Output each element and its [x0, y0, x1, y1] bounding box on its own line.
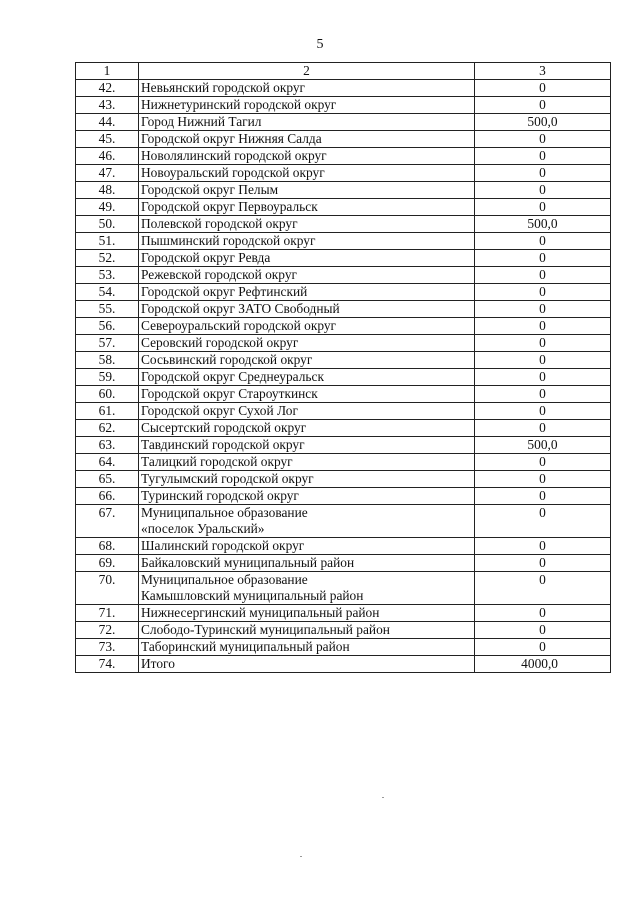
table-row [76, 639, 611, 656]
row-number: 71. [76, 605, 139, 622]
amount-value: 0 [475, 369, 611, 386]
amount-value: 0 [475, 267, 611, 284]
municipality-name: Байкаловский муниципальный район [139, 555, 475, 572]
table-row [76, 318, 611, 335]
row-number: 57. [76, 335, 139, 352]
amount-value: 0 [475, 250, 611, 267]
row-number: 60. [76, 386, 139, 403]
municipality-name: Городской округ Староуткинск [139, 386, 475, 403]
table-row [76, 437, 611, 454]
municipality-name-line1: Муниципальное образование [141, 572, 308, 587]
amount-value: 0 [475, 97, 611, 114]
amount-value: 0 [475, 454, 611, 471]
amount-value: 0 [475, 639, 611, 656]
amount-value: 0 [475, 335, 611, 352]
municipality-name: Тавдинский городской округ [139, 437, 475, 454]
row-number: 49. [76, 199, 139, 216]
row-number: 63. [76, 437, 139, 454]
municipality-name-line2: Камышловский муниципальный район [141, 588, 364, 603]
municipality-name: Городской округ Пелым [139, 182, 475, 199]
table-row [76, 505, 611, 538]
row-number: 44. [76, 114, 139, 131]
table-row [76, 454, 611, 471]
row-number: 52. [76, 250, 139, 267]
amount-value: 0 [475, 572, 611, 605]
table-row [76, 284, 611, 301]
municipality-name: Городской округ Среднеуральск [139, 369, 475, 386]
amount-value: 0 [475, 182, 611, 199]
table-row [76, 369, 611, 386]
table-row [76, 165, 611, 182]
table-row [76, 555, 611, 572]
row-number: 62. [76, 420, 139, 437]
amount-value: 0 [475, 318, 611, 335]
table-row [76, 148, 611, 165]
municipality-name: Городской округ ЗАТО Свободный [139, 301, 475, 318]
row-number: 42. [76, 80, 139, 97]
municipality-name: Итого [139, 656, 475, 673]
municipality-name: Городской округ Нижняя Салда [139, 131, 475, 148]
row-number: 74. [76, 656, 139, 673]
row-number: 45. [76, 131, 139, 148]
municipality-name: Североуральский городской округ [139, 318, 475, 335]
table-row [76, 233, 611, 250]
municipality-name: Тугулымский городской округ [139, 471, 475, 488]
municipality-name: Режевской городской округ [139, 267, 475, 284]
row-number: 72. [76, 622, 139, 639]
municipality-name-line1: Муниципальное образование [141, 505, 308, 520]
municipality-name: Новолялинский городской округ [139, 148, 475, 165]
amount-value: 0 [475, 471, 611, 488]
municipality-name: Невьянский городской округ [139, 80, 475, 97]
amount-value: 0 [475, 199, 611, 216]
row-number: 55. [76, 301, 139, 318]
amount-value: 0 [475, 165, 611, 182]
column-header-2: 2 [139, 63, 475, 80]
row-number: 56. [76, 318, 139, 335]
municipality-name: Городской округ Ревда [139, 250, 475, 267]
amount-value: 0 [475, 622, 611, 639]
table-row [76, 182, 611, 199]
row-number: 46. [76, 148, 139, 165]
table-row [76, 538, 611, 555]
table-row [76, 572, 611, 605]
amount-value: 0 [475, 420, 611, 437]
municipality-name: Нижнетуринский городской округ [139, 97, 475, 114]
table-row [76, 216, 611, 233]
table-row [76, 250, 611, 267]
amount-value: 0 [475, 555, 611, 572]
row-number: 50. [76, 216, 139, 233]
row-number: 48. [76, 182, 139, 199]
amount-value: 0 [475, 538, 611, 555]
municipality-name: Городской округ Рефтинский [139, 284, 475, 301]
municipality-name: Слободо-Туринский муниципальный район [139, 622, 475, 639]
amount-value: 0 [475, 148, 611, 165]
row-number: 59. [76, 369, 139, 386]
allocation-table [75, 62, 611, 673]
row-number: 64. [76, 454, 139, 471]
table-row [76, 386, 611, 403]
row-number: 65. [76, 471, 139, 488]
table-row [76, 199, 611, 216]
municipality-name: Пышминский городской округ [139, 233, 475, 250]
row-number: 54. [76, 284, 139, 301]
amount-value: 0 [475, 505, 611, 538]
municipality-name: Сосьвинский городской округ [139, 352, 475, 369]
municipality-name: Город Нижний Тагил [139, 114, 475, 131]
municipality-name: Городской округ Сухой Лог [139, 403, 475, 420]
municipality-name [139, 572, 475, 605]
municipality-name: Сысертский городской округ [139, 420, 475, 437]
municipality-name: Новоуральский городской округ [139, 165, 475, 182]
municipality-name: Серовский городской округ [139, 335, 475, 352]
table-row [76, 622, 611, 639]
table-row [76, 420, 611, 437]
row-number: 47. [76, 165, 139, 182]
amount-value: 0 [475, 605, 611, 622]
page-number: 5 [316, 37, 324, 52]
amount-value: 0 [475, 233, 611, 250]
amount-value: 0 [475, 488, 611, 505]
table-row [76, 114, 611, 131]
table-row [76, 403, 611, 420]
amount-value: 0 [475, 131, 611, 148]
row-number: 68. [76, 538, 139, 555]
column-header-3: 3 [475, 63, 611, 80]
municipality-name: Таборинский муниципальный район [139, 639, 475, 656]
municipality-name: Туринский городской округ [139, 488, 475, 505]
scan-speck [382, 797, 384, 798]
amount-value: 500,0 [475, 114, 611, 131]
municipality-name-line2: «поселок Уральский» [141, 521, 265, 536]
column-header-1: 1 [76, 63, 139, 80]
table-row [76, 488, 611, 505]
scan-speck [300, 856, 302, 857]
municipality-name: Городской округ Первоуральск [139, 199, 475, 216]
table-row [76, 335, 611, 352]
amount-value: 0 [475, 386, 611, 403]
table-row [76, 605, 611, 622]
amount-value: 4000,0 [475, 656, 611, 673]
table-row [76, 131, 611, 148]
municipality-name: Шалинский городской округ [139, 538, 475, 555]
amount-value: 0 [475, 80, 611, 97]
table-row [76, 80, 611, 97]
municipality-name [139, 505, 475, 538]
row-number: 70. [76, 572, 139, 605]
row-number: 67. [76, 505, 139, 538]
amount-value: 0 [475, 284, 611, 301]
amount-value: 0 [475, 403, 611, 420]
table-row [76, 352, 611, 369]
table-body [76, 63, 611, 673]
table-header-row [76, 63, 611, 80]
municipality-name: Талицкий городской округ [139, 454, 475, 471]
municipality-name: Полевской городской округ [139, 216, 475, 233]
table-row [76, 97, 611, 114]
row-number: 69. [76, 555, 139, 572]
row-number: 58. [76, 352, 139, 369]
table-row-total [76, 656, 611, 673]
amount-value: 0 [475, 301, 611, 318]
amount-value: 500,0 [475, 437, 611, 454]
row-number: 53. [76, 267, 139, 284]
row-number: 73. [76, 639, 139, 656]
row-number: 61. [76, 403, 139, 420]
amount-value: 500,0 [475, 216, 611, 233]
row-number: 51. [76, 233, 139, 250]
row-number: 43. [76, 97, 139, 114]
table-row [76, 301, 611, 318]
row-number: 66. [76, 488, 139, 505]
municipality-name: Нижнесергинский муниципальный район [139, 605, 475, 622]
amount-value: 0 [475, 352, 611, 369]
table-row [76, 267, 611, 284]
table-row [76, 471, 611, 488]
